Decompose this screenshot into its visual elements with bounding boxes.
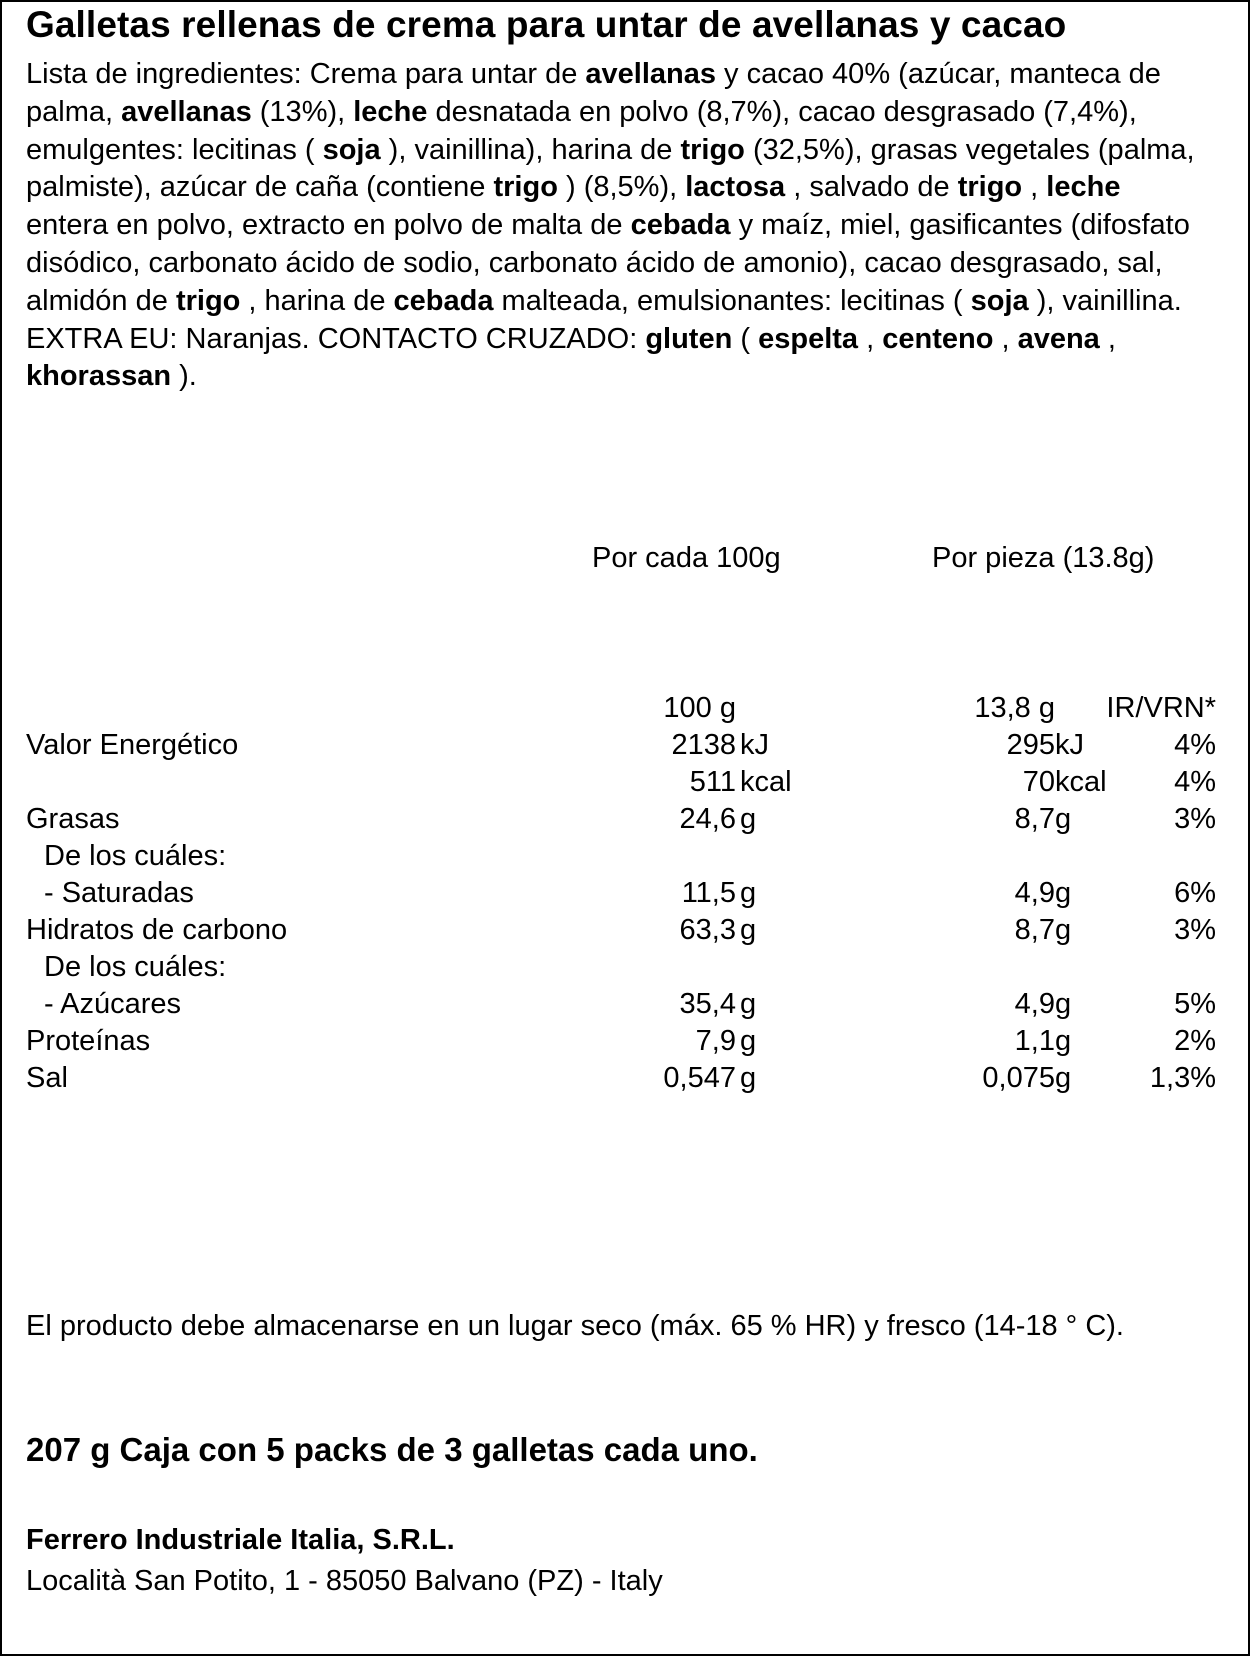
ingredient-text: , <box>1099 322 1116 355</box>
nutrient-label: Hidratos de carbono <box>26 914 288 946</box>
nutrition-row <box>0 692 1250 729</box>
unit-per-100g: g <box>740 877 757 909</box>
value-per-piece: 4,9 <box>1014 877 1055 909</box>
unit-per-piece: kcal <box>1055 766 1107 798</box>
allergen: gluten <box>645 322 733 355</box>
value-per-piece: 1,1 <box>1014 1025 1055 1057</box>
header-per-100g: Por cada 100g <box>592 542 781 574</box>
unit-per-100g: kJ <box>740 729 769 761</box>
product-title: Galletas rellenas de crema para untar de avellanas y cacao <box>26 4 1067 45</box>
allergen: trigo <box>175 284 241 317</box>
allergen: leche <box>1046 171 1121 204</box>
unit-per-100g: g <box>740 914 757 946</box>
nutrient-label: Grasas <box>26 803 120 835</box>
nutrient-label: - Saturadas <box>44 877 194 909</box>
nutrition-row <box>0 877 1250 914</box>
ingredient-text: , salvado de <box>785 171 958 204</box>
allergen: soja <box>322 133 381 166</box>
allergen: avena <box>1017 322 1100 355</box>
ingredient-text: (32,5%), grasas vegetales (palma, palmiste), azúcar de caña (contiene <box>26 133 1195 204</box>
allergen: centeno <box>882 322 994 355</box>
unit-per-100g: g <box>740 803 757 835</box>
allergen: trigo <box>493 171 558 204</box>
storage-instructions: El producto debe almacenarse en un lugar seco (máx. 65 % HR) y fresco (14-18 ° C). <box>26 1310 1124 1342</box>
ingredients-list <box>26 56 1206 396</box>
value-per-100g: 100 g <box>663 692 736 724</box>
value-per-100g: 7,9 <box>695 1025 736 1057</box>
ingredient-text: ( <box>732 322 759 355</box>
value-per-100g: 63,3 <box>679 914 736 946</box>
reference-intake-percent: 4% <box>1174 729 1216 761</box>
value-per-100g: 511 <box>689 766 736 798</box>
ingredient-text: , <box>858 322 883 355</box>
reference-intake-percent: 6% <box>1174 877 1216 909</box>
unit-per-piece: g <box>1055 877 1072 909</box>
reference-intake-percent: 1,3% <box>1149 1062 1216 1094</box>
reference-intake-percent: 2% <box>1174 1025 1216 1057</box>
unit-per-piece: g <box>1055 1025 1072 1057</box>
reference-intake-percent: 3% <box>1174 914 1216 946</box>
unit-per-piece: kJ <box>1055 729 1084 761</box>
allergen: avellanas <box>121 95 252 128</box>
value-per-100g: 11,5 <box>681 877 736 909</box>
nutrient-label: De los cuáles: <box>44 951 227 983</box>
ingredient-text: y cacao 40% (azúcar, manteca de palma, <box>26 58 1161 128</box>
nutrition-row <box>0 1025 1250 1062</box>
value-per-piece: 8,7 <box>1014 803 1055 835</box>
unit-per-piece: g <box>1055 914 1072 946</box>
allergen: khorassan <box>26 360 172 393</box>
allergen: soja <box>970 284 1029 317</box>
ingredient-text: Lista de ingredientes: Crema para untar de <box>26 58 586 90</box>
header-per-piece: Por pieza (13.8g) <box>932 542 1155 574</box>
value-per-100g: 2138 <box>671 729 736 761</box>
allergen: cebada <box>630 209 731 242</box>
value-per-100g: 24,6 <box>679 803 736 835</box>
reference-intake-percent: IR/VRN* <box>1106 692 1216 724</box>
value-per-piece: 0,075 <box>982 1062 1055 1094</box>
value-per-piece: 8,7 <box>1014 914 1055 946</box>
ingredient-text: ). <box>171 360 197 393</box>
nutrition-row <box>0 1062 1250 1099</box>
allergen: trigo <box>957 171 1023 204</box>
allergen: lactosa <box>685 171 786 204</box>
ingredient-text: (13%), <box>251 95 354 128</box>
nutrition-row <box>0 766 1250 803</box>
nutrition-row <box>0 988 1250 1025</box>
company-name: Ferrero Industriale Italia, S.R.L. <box>26 1524 455 1556</box>
allergen: trigo <box>680 133 745 166</box>
unit-per-100g: g <box>740 1025 757 1057</box>
allergen: cebada <box>393 284 494 317</box>
nutrition-row <box>0 729 1250 766</box>
value-per-piece: 4,9 <box>1014 988 1055 1020</box>
allergen: leche <box>353 95 428 128</box>
ingredient-text: malteada, emulsionantes: lecitinas ( <box>493 284 971 317</box>
nutrient-label: De los cuáles: <box>44 840 227 872</box>
nutrient-label: Valor Energético <box>26 729 239 761</box>
nutrition-row <box>0 914 1250 951</box>
nutrient-label: Proteínas <box>26 1025 151 1057</box>
reference-intake-percent: 3% <box>1174 803 1216 835</box>
ingredient-text: ), vainillina. EXTRA EU: Naranjas. CONTACTO CRUZADO: <box>26 284 1182 355</box>
ingredient-text: , harina de <box>240 284 394 317</box>
ingredient-text: desnatada en polvo (8,7%), cacao desgrasado (7,4%), emulgentes: lecitinas ( <box>26 95 1137 166</box>
allergen: espelta <box>758 322 859 355</box>
ingredient-text: y maíz, miel, gasificantes (difosfato disódico, carbonato ácido de sodio, carbonato ácido de amonio), cacao desgrasado, sal, almidón de <box>26 209 1190 317</box>
value-per-100g: 35,4 <box>679 988 736 1020</box>
value-per-100g: 0,547 <box>663 1062 736 1094</box>
unit-per-100g: g <box>740 988 757 1020</box>
reference-intake-percent: 4% <box>1174 766 1216 798</box>
reference-intake-percent: 5% <box>1174 988 1216 1020</box>
unit-per-piece: g <box>1055 988 1072 1020</box>
ingredient-text: , <box>1022 171 1047 204</box>
allergen: avellanas <box>585 58 716 90</box>
nutrition-row <box>0 803 1250 840</box>
unit-per-piece: g <box>1055 803 1072 835</box>
company-address: Località San Potito, 1 - 85050 Balvano (PZ) - Italy <box>26 1565 663 1597</box>
nutrition-row <box>0 951 1250 988</box>
ingredient-text: , <box>993 322 1018 355</box>
ingredient-text: entera en polvo, extracto en polvo de malta de <box>26 209 631 242</box>
ingredient-text: ), vainillina), harina de <box>380 133 681 166</box>
pack-info: 207 g Caja con 5 packs de 3 galletas cada uno. <box>26 1431 758 1468</box>
value-per-piece: 295 <box>1006 729 1055 761</box>
nutrient-label: Sal <box>26 1062 68 1094</box>
unit-per-100g: g <box>740 1062 757 1094</box>
nutrition-row <box>0 840 1250 877</box>
value-per-piece: 70 <box>1022 766 1055 798</box>
nutrient-label: - Azúcares <box>44 988 181 1020</box>
ingredient-text: ) (8,5%), <box>557 171 686 204</box>
unit-per-piece: g <box>1055 1062 1072 1094</box>
value-per-piece: 13,8 g <box>974 692 1055 724</box>
unit-per-100g: kcal <box>740 766 792 798</box>
